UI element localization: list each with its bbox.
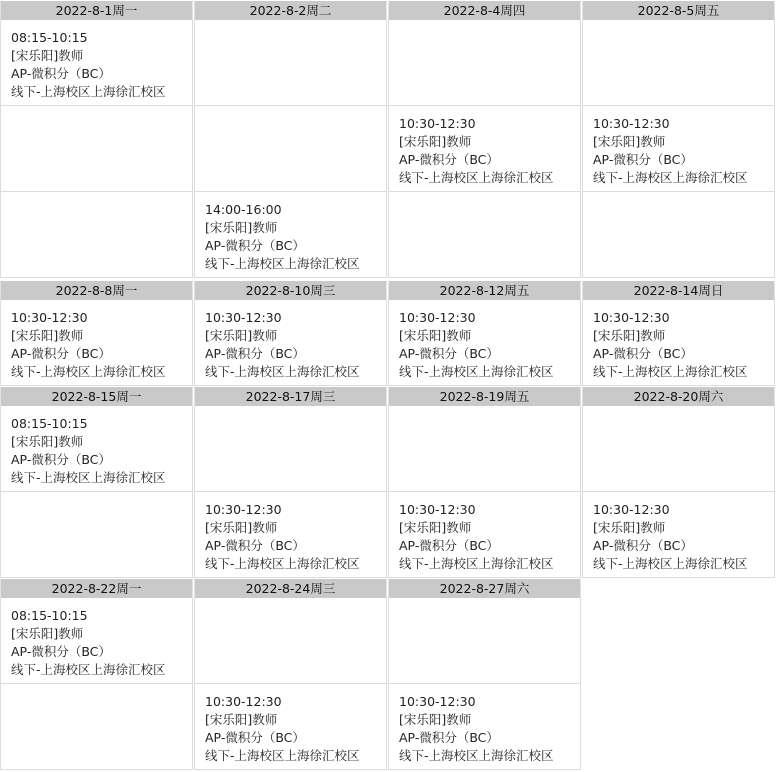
session-location: 线下-上海校区上海徐汇校区 [205,748,360,763]
empty-slot-cell [194,598,387,684]
session-time: 10:30-12:30 [399,116,476,131]
session-time: 10:30-12:30 [593,310,670,325]
day-column [194,387,387,578]
day-column [0,579,193,770]
session-time: 10:30-12:30 [399,502,476,517]
session-location: 线下-上海校区上海徐汇校区 [11,470,166,485]
day-column [582,387,775,578]
session-teacher: [宋乐阳]教师 [593,520,666,535]
session-course: AP-微积分（BC） [11,66,111,81]
empty-slot-cell [0,106,193,192]
session-time: 10:30-12:30 [11,310,88,325]
session-course: AP-微积分（BC） [205,238,305,253]
session-location: 线下-上海校区上海徐汇校区 [399,748,554,763]
empty-slot-cell [194,406,387,492]
session-teacher: [宋乐阳]教师 [399,134,472,149]
day-header: 2022-8-4周四 [388,1,581,20]
class-session-cell[interactable] [582,492,775,578]
class-session-cell[interactable] [194,192,387,278]
class-session-cell[interactable] [0,20,193,106]
empty-slot-cell [388,192,581,278]
day-column [388,579,581,770]
session-location: 线下-上海校区上海徐汇校区 [593,556,748,571]
session-teacher: [宋乐阳]教师 [205,520,278,535]
session-course: AP-微积分（BC） [399,730,499,745]
session-time: 08:15-10:15 [11,30,88,45]
session-course: AP-微积分（BC） [11,644,111,659]
session-course: AP-微积分（BC） [205,730,305,745]
day-header: 2022-8-2周二 [194,1,387,20]
session-time: 14:00-16:00 [205,202,282,217]
day-header: 2022-8-8周一 [0,281,193,300]
day-header: 2022-8-1周一 [0,1,193,20]
session-time: 10:30-12:30 [593,502,670,517]
day-header: 2022-8-24周三 [194,579,387,598]
day-header: 2022-8-12周五 [388,281,581,300]
class-session-cell[interactable] [194,300,387,386]
day-header: 2022-8-27周六 [388,579,581,598]
session-location: 线下-上海校区上海徐汇校区 [399,364,554,379]
day-column [194,281,387,386]
empty-slot-cell [388,406,581,492]
class-session-cell[interactable] [582,106,775,192]
session-teacher: [宋乐阳]教师 [399,328,472,343]
session-teacher: [宋乐阳]教师 [11,434,84,449]
day-header: 2022-8-19周五 [388,387,581,406]
class-session-cell[interactable] [388,106,581,192]
empty-slot-cell [194,20,387,106]
session-teacher: [宋乐阳]教师 [205,328,278,343]
session-location: 线下-上海校区上海徐汇校区 [399,556,554,571]
day-header: 2022-8-17周三 [194,387,387,406]
session-course: AP-微积分（BC） [399,152,499,167]
day-column [582,1,775,278]
session-course: AP-微积分（BC） [399,538,499,553]
empty-slot-cell [388,598,581,684]
class-session-cell[interactable] [0,406,193,492]
session-teacher: [宋乐阳]教师 [205,712,278,727]
class-session-cell[interactable] [388,300,581,386]
session-course: AP-微积分（BC） [593,346,693,361]
empty-slot-cell [194,106,387,192]
session-location: 线下-上海校区上海徐汇校区 [205,364,360,379]
empty-slot-cell [582,406,775,492]
session-course: AP-微积分（BC） [399,346,499,361]
day-column [0,281,193,386]
day-column [0,1,193,278]
session-course: AP-微积分（BC） [205,538,305,553]
session-teacher: [宋乐阳]教师 [593,328,666,343]
session-teacher: [宋乐阳]教师 [11,328,84,343]
session-teacher: [宋乐阳]教师 [399,520,472,535]
session-location: 线下-上海校区上海徐汇校区 [11,84,166,99]
day-header: 2022-8-22周一 [0,579,193,598]
session-time: 08:15-10:15 [11,608,88,623]
empty-slot-cell [582,20,775,106]
empty-slot-cell [582,192,775,278]
session-location: 线下-上海校区上海徐汇校区 [11,364,166,379]
day-column [388,387,581,578]
class-session-cell[interactable] [0,300,193,386]
session-course: AP-微积分（BC） [593,538,693,553]
day-column [194,1,387,278]
day-column [582,281,775,386]
day-header: 2022-8-5周五 [582,1,775,20]
class-session-cell[interactable] [194,684,387,770]
session-time: 10:30-12:30 [593,116,670,131]
empty-slot-cell [0,492,193,578]
session-teacher: [宋乐阳]教师 [205,220,278,235]
session-time: 10:30-12:30 [399,310,476,325]
class-session-cell[interactable] [0,598,193,684]
session-course: AP-微积分（BC） [11,346,111,361]
empty-slot-cell [388,20,581,106]
session-teacher: [宋乐阳]教师 [11,48,84,63]
session-location: 线下-上海校区上海徐汇校区 [399,170,554,185]
empty-slot-cell [0,684,193,770]
session-time: 10:30-12:30 [399,694,476,709]
session-course: AP-微积分（BC） [593,152,693,167]
day-column [0,387,193,578]
session-time: 10:30-12:30 [205,310,282,325]
session-teacher: [宋乐阳]教师 [399,712,472,727]
day-column [388,281,581,386]
session-teacher: [宋乐阳]教师 [593,134,666,149]
class-session-cell[interactable] [388,492,581,578]
day-header: 2022-8-15周一 [0,387,193,406]
session-location: 线下-上海校区上海徐汇校区 [593,170,748,185]
session-time: 10:30-12:30 [205,694,282,709]
session-course: AP-微积分（BC） [205,346,305,361]
session-location: 线下-上海校区上海徐汇校区 [593,364,748,379]
session-location: 线下-上海校区上海徐汇校区 [205,256,360,271]
session-course: AP-微积分（BC） [11,452,111,467]
session-location: 线下-上海校区上海徐汇校区 [11,662,166,677]
class-session-cell[interactable] [582,300,775,386]
day-header: 2022-8-20周六 [582,387,775,406]
session-time: 10:30-12:30 [205,502,282,517]
empty-slot-cell [0,192,193,278]
day-column [388,1,581,278]
class-session-cell[interactable] [388,684,581,770]
day-column [194,579,387,770]
session-teacher: [宋乐阳]教师 [11,626,84,641]
session-location: 线下-上海校区上海徐汇校区 [205,556,360,571]
day-header: 2022-8-14周日 [582,281,775,300]
session-time: 08:15-10:15 [11,416,88,431]
class-session-cell[interactable] [194,492,387,578]
day-header: 2022-8-10周三 [194,281,387,300]
